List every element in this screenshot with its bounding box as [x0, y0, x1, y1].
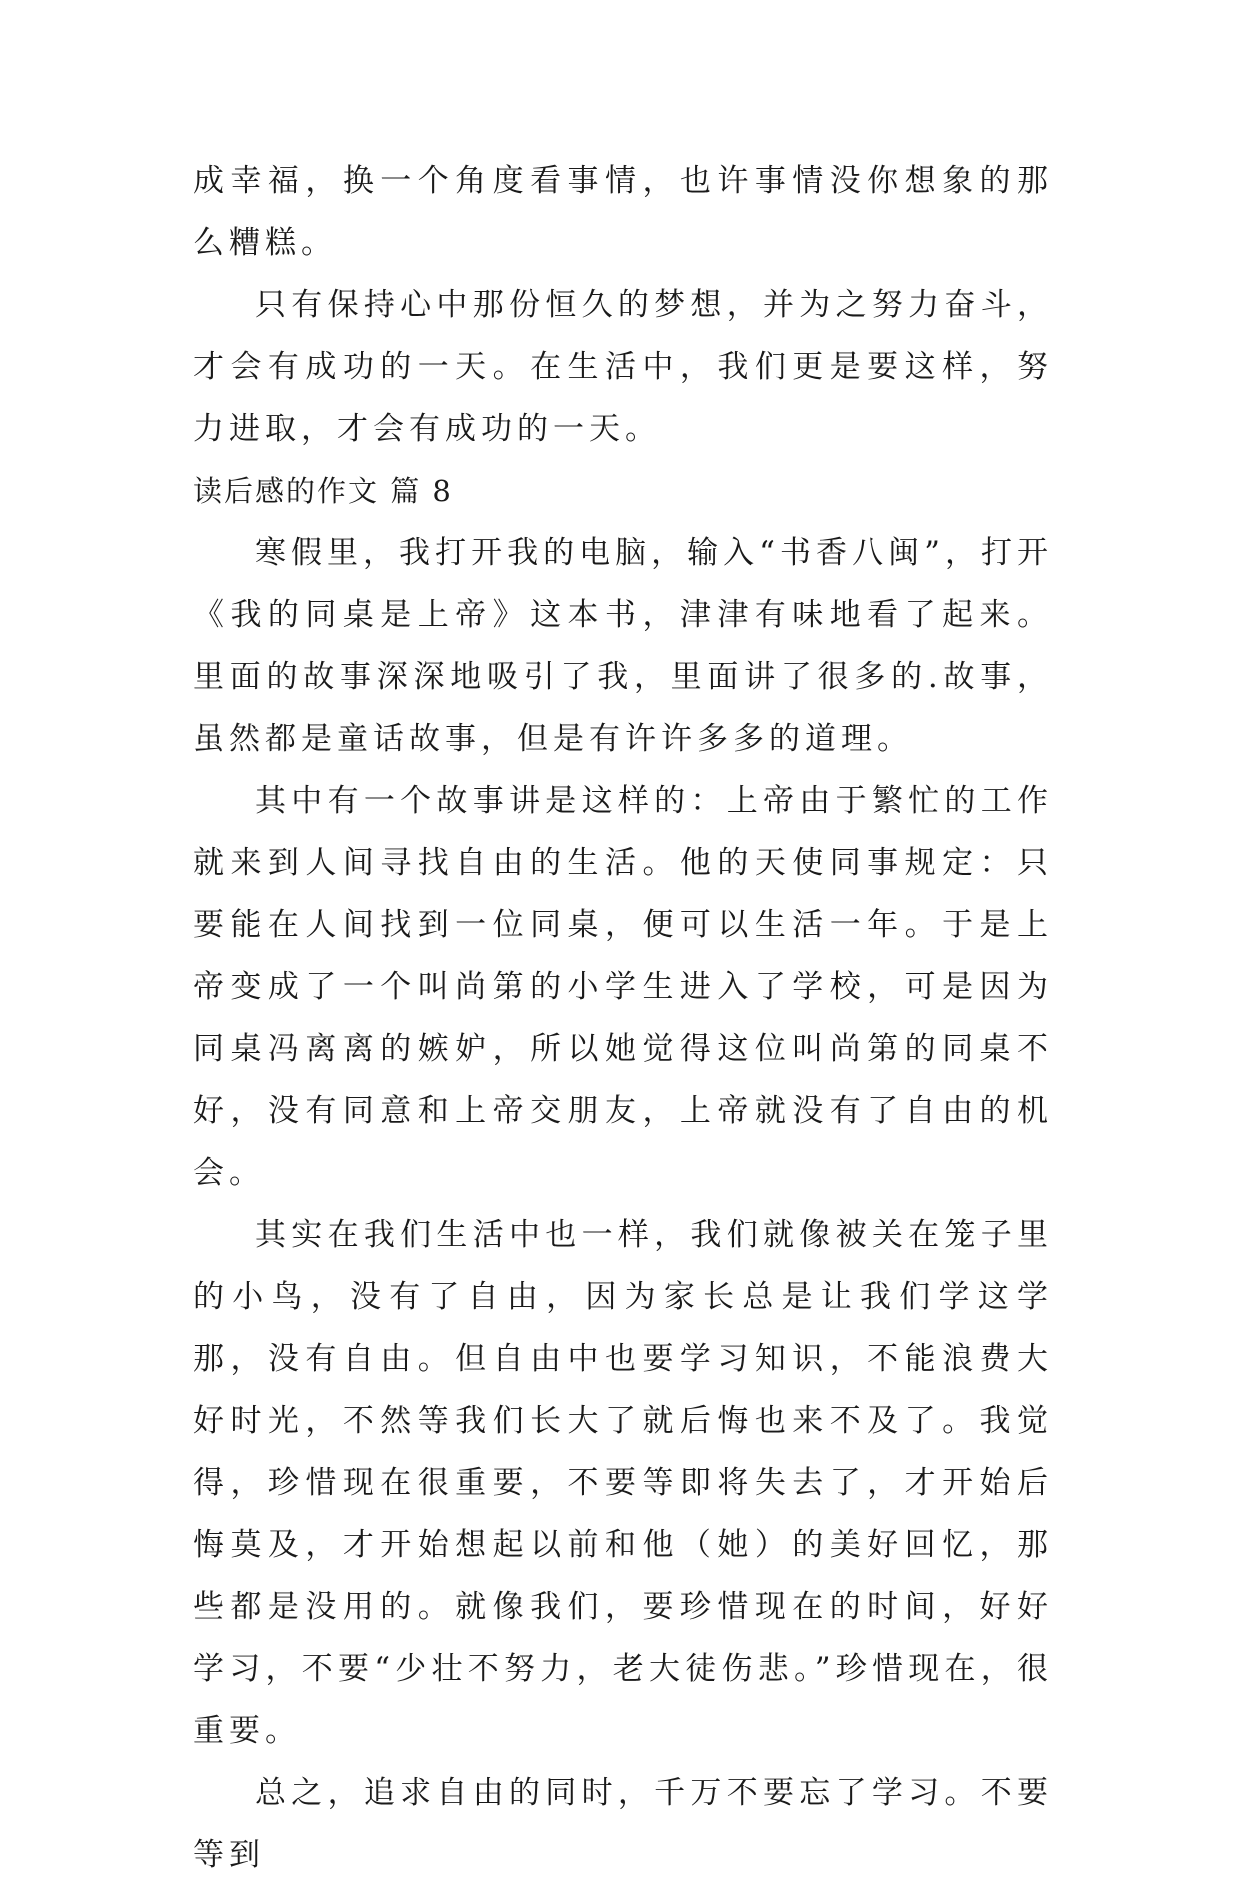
paragraph-conclusion: 总之，追求自由的同时，千万不要忘了学习。不要等到	[193, 1775, 1053, 1873]
paragraph-continuation: 成幸福，换一个角度看事情，也许事情没你想象的那么糟糕。	[193, 163, 1053, 261]
section-heading: 读后感的作文 篇 8	[193, 474, 453, 508]
document-body	[193, 150, 1053, 1886]
paragraph-intro: 寒假里，我打开我的电脑，输入“书香八闽”，打开《我的同桌是上帝》这本书，津津有味地看了起来。里面的故事深深地吸引了我，里面讲了很多的.故事，虽然都是童话故事，但是有许许多多的道理。	[193, 535, 1053, 757]
paragraph-dream: 只有保持心中那份恒久的梦想，并为之努力奋斗，才会有成功的一天。在生活中，我们更是要这样，努力进取，才会有成功的一天。	[193, 287, 1053, 447]
paragraph-story: 其中有一个故事讲是这样的：上帝由于繁忙的工作就来到人间寻找自由的生活。他的天使同事规定：只要能在人间找到一位同桌，便可以生活一年。于是上帝变成了一个叫尚第的小学生进入了学校，可是因为同桌冯离离的嫉妒，所以她觉得这位叫尚第的同桌不好，没有同意和上帝交朋友，上帝就没有了自由的机会。	[193, 783, 1053, 1191]
paragraph-reflection: 其实在我们生活中也一样，我们就像被关在笼子里的小鸟，没有了自由，因为家长总是让我们学这学那，没有自由。但自由中也要学习知识，不能浪费大好时光，不然等我们长大了就后悔也来不及了。我觉得，珍惜现在很重要，不要等即将失去了，才开始后悔莫及，才开始想起以前和他（她）的美好回忆，那些都是没用的。就像我们，要珍惜现在的时间，好好学习，不要“少壮不努力，老大徒伤悲。”珍惜现在，很重要。	[193, 1217, 1053, 1749]
